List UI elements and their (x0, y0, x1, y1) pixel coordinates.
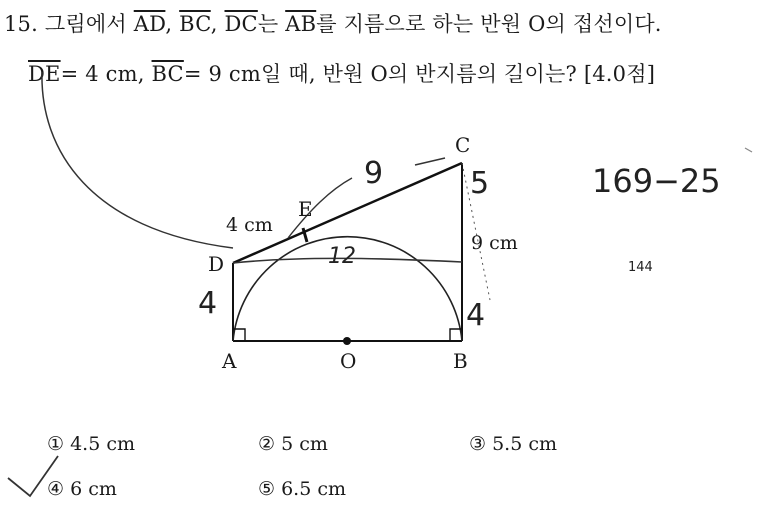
segment-bc: $\overline{BC}$ (179, 12, 211, 36)
label-bc-length: 9 cm (471, 232, 518, 254)
point-a-label: A (222, 349, 237, 373)
choice-5[interactable] (258, 478, 346, 500)
separator: , (165, 12, 173, 36)
choice-5-text: 6.5 cm (281, 478, 347, 500)
choice-1[interactable] (47, 433, 135, 455)
point-b-label: B (453, 349, 468, 373)
question-text-e: = 9 cm일 때, 반원 O의 반지름의 길이는? [4.0점] (183, 62, 656, 86)
handwritten-calculation: 169−25 (592, 162, 721, 200)
choice-4-text: 6 cm (70, 478, 117, 500)
handwritten-dash (415, 158, 445, 165)
choice-5-mark: ⑤ (258, 478, 276, 500)
question-text-d: = 4 cm, (60, 62, 145, 86)
choice-2-text: 5 cm (281, 433, 328, 455)
question-text-c: 를 지름으로 하는 반원 O의 접선이다. (316, 12, 662, 36)
point-e-label: E (298, 197, 313, 221)
point-c-label: C (455, 133, 471, 157)
handwritten-c-5: 5 (470, 166, 490, 201)
handwritten-small-note: 144 (628, 260, 653, 275)
choice-2-mark: ② (258, 433, 276, 455)
segment-ab: $\overline{AB}$ (285, 12, 317, 36)
handwritten-b-4: 4 (466, 298, 486, 333)
choice-3-mark: ③ (469, 433, 487, 455)
question-text-a: 그림에서 (44, 12, 127, 36)
choice-4-mark: ④ (47, 478, 65, 500)
point-d-label: D (208, 252, 225, 276)
handwritten-ec-9: 9 (364, 156, 384, 191)
segment-dc: $\overline{DC}$ (224, 12, 258, 36)
choice-2[interactable] (258, 433, 328, 455)
choice-1-mark: ① (47, 433, 65, 455)
separator: , (210, 12, 218, 36)
center-o-dot (343, 337, 351, 345)
question-number: 15. (4, 12, 38, 36)
label-de-length: 4 cm (226, 214, 273, 236)
segment-ad: $\overline{AD}$ (133, 12, 166, 36)
handwritten-12: 12 (328, 244, 356, 269)
point-o-label: O (340, 349, 357, 373)
choice-4[interactable] (47, 478, 117, 500)
choice-3-text: 5.5 cm (492, 433, 558, 455)
handwritten-d-4: 4 (198, 286, 218, 321)
choice-3[interactable] (469, 433, 557, 455)
segment-bc-2: $\overline{BC}$ (151, 62, 184, 86)
stray-mark (745, 148, 752, 152)
choice-1-text: 4.5 cm (70, 433, 136, 455)
question-text-b: 는 (257, 12, 279, 36)
segment-de: $\overline{DE}$ (28, 62, 61, 86)
handwritten-curve (42, 72, 233, 248)
